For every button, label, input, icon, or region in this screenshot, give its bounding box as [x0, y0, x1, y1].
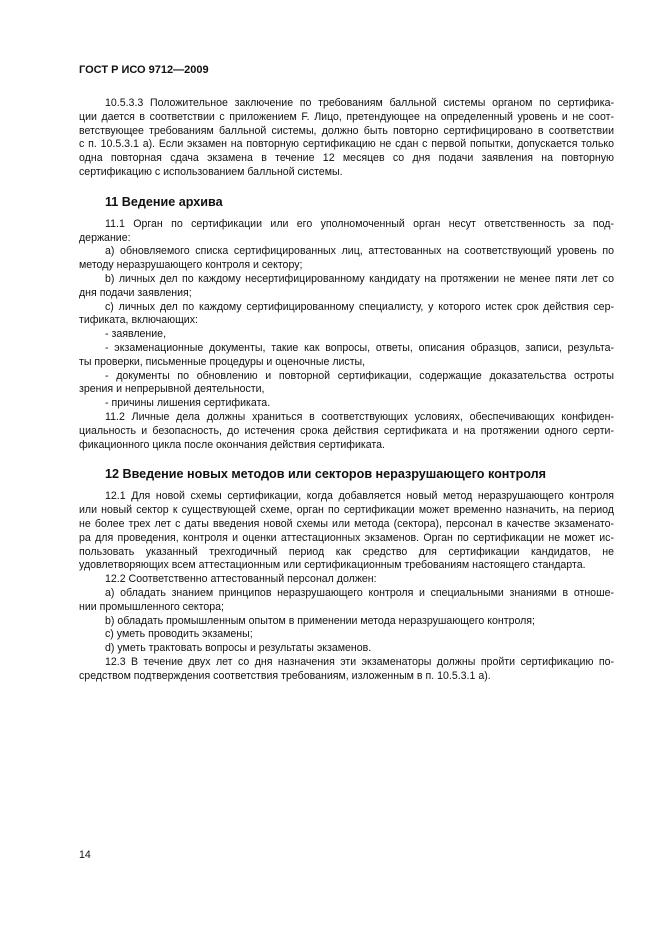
- document-body: [79, 97, 614, 683]
- text-line: тификата, включающих:: [79, 314, 198, 327]
- text-line: держание:: [79, 231, 131, 244]
- text-line: ты проверки, письменные процедуры и оценочные листы,: [79, 355, 366, 368]
- text-line: 12.3 В течение двух лет со дня назначения эти экзаменаторы должны пройти сертификацию по-: [105, 655, 614, 668]
- text-line: ветствующее требованиям балльной системы, должно быть повторно сертифицировано в соответствии: [79, 124, 614, 137]
- paragraph: [79, 397, 614, 411]
- paragraph: [79, 490, 614, 573]
- text-line: или новый сектор к существующей схеме, орган по сертификации может временно назначить, на период: [79, 504, 614, 517]
- paragraph: [79, 218, 614, 246]
- text-line: 11.1 Орган по сертификации или его уполномоченный орган несут ответственность за под-: [105, 217, 614, 230]
- section-heading: 11 Ведение архива: [105, 194, 223, 209]
- text-line: пользовать указанный трехгодичный период как средство для сертификации кандидатов, не: [79, 545, 614, 558]
- text-line: нии промышленного сектора;: [79, 600, 224, 613]
- paragraph: [79, 615, 614, 629]
- document-header: ГОСТ Р ИСО 9712—2009: [79, 64, 209, 76]
- text-line: 12.2 Соответственно аттестованный персонал должен:: [105, 573, 377, 586]
- page-number: 14: [79, 849, 91, 861]
- text-line: b) личных дел по каждому несертифицированному кандидату на протяжении не менее пяти лет со: [105, 272, 614, 285]
- text-line: 10.5.3.3 Положительное заключение по требованиям балльной системы органом по сертифика-: [105, 97, 614, 109]
- text-line: удовлетворяющих всем аттестационным или сертификационным требованиям настоящего стандарта.: [79, 559, 586, 572]
- text-line: c) уметь проводить экзамены;: [105, 628, 253, 641]
- text-line: фикационного цикла после окончания действия сертификата.: [79, 438, 385, 451]
- paragraph: [79, 245, 614, 273]
- text-line: с п. 10.5.3.1 а). Если экзамен на повторную сертификацию не сдан с первой попытки, допускается только: [79, 138, 614, 151]
- text-line: 11.2 Личные дела должны храниться в соответствующих условиях, обеспечивающих конфиден-: [105, 410, 614, 423]
- paragraph: [79, 273, 614, 301]
- section-heading: 12 Введение новых методов или секторов неразрушающего контроля: [105, 467, 546, 482]
- paragraph: [79, 587, 614, 615]
- text-line: сертификацию с использованием балльной системы.: [79, 165, 343, 178]
- paragraph: [79, 342, 614, 370]
- paragraph: [79, 328, 614, 342]
- paragraph: [79, 573, 614, 587]
- paragraph: [79, 301, 614, 329]
- paragraph: [79, 97, 614, 180]
- paragraph: [79, 656, 614, 684]
- text-line: 12.1 Для новой схемы сертификации, когда добавляется новый метод неразрушающего контроля: [105, 490, 614, 503]
- text-line: дня подачи заявления;: [79, 286, 192, 299]
- text-line: a) обновляемого списка сертифицированных лиц, аттестованных на соответствующий уровень по: [105, 245, 614, 258]
- paragraph: [79, 411, 614, 452]
- text-line: одна повторная сдача экзамена в течение 12 месяцев со дня подачи заявления на повторную: [79, 152, 614, 165]
- paragraph: [79, 628, 614, 642]
- text-line: методу неразрушающего контроля и сектору;: [79, 259, 303, 272]
- text-line: циальность и безопасность, до истечения срока действия сертификата и на протяжении одного серти-: [79, 424, 614, 437]
- text-line: c) личных дел по каждому сертифицированному специалисту, у которого истек срок действия сер-: [105, 300, 614, 313]
- paragraph: [79, 370, 614, 398]
- text-line: зрения и непрерывной деятельности,: [79, 383, 265, 396]
- paragraph: [79, 642, 614, 656]
- text-line: - экзаменационные документы, такие как вопросы, ответы, описания образцов, записи, результа-: [105, 341, 614, 354]
- text-line: - причины лишения сертификата.: [105, 397, 271, 410]
- text-line: b) обладать промышленным опытом в применении метода неразрушающего контроля;: [105, 614, 535, 627]
- text-line: ра для проведения, контроля и оценки аттестационных экзаменов. Орган по сертификации не может ис-: [79, 531, 614, 544]
- text-line: a) обладать знанием принципов неразрушающего контроля и специальными знаниями в отноше-: [105, 586, 614, 599]
- text-line: средством подтверждения соответствия требованиям, изложенным в п. 10.5.3.1 а).: [79, 669, 491, 682]
- text-line: ции дается в соответствии с приложением F. Лицо, претендующее на определенный уровень и не соот-: [79, 110, 614, 123]
- text-line: не более трех лет с даты введения новой схемы или метода (сектора), персонал в качестве экзаменато-: [79, 517, 614, 530]
- text-line: d) уметь трактовать вопросы и результаты экзаменов.: [105, 642, 372, 655]
- text-line: - заявление,: [105, 328, 167, 341]
- text-line: - документы по обновлению и повторной сертификации, содержащие доказательства остроты: [105, 369, 614, 382]
